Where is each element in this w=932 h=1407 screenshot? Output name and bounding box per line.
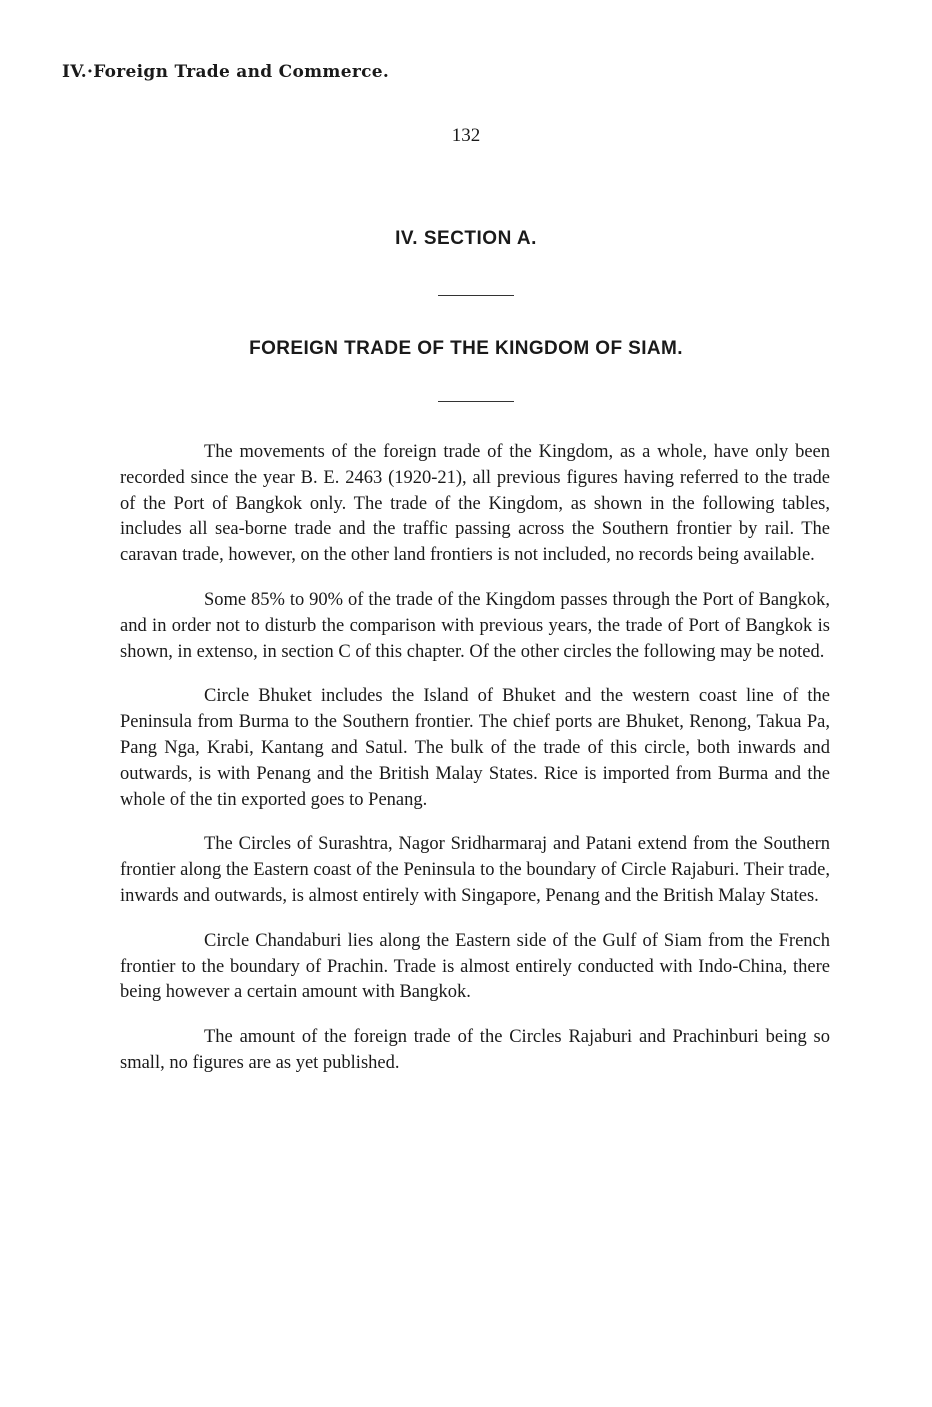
heading-divider-top <box>438 295 514 296</box>
paragraph-circle-chandaburi: Circle Chandaburi lies along the Eastern side of the Gulf of Siam from the French frontier to the boundary of Prachin. Trade is almost entirely conducted with Indo-China, there being however a certain amount with Bangkok. <box>120 930 830 1003</box>
running-head: IV.·Foreign Trade and Commerce. <box>62 62 390 82</box>
page-number: 132 <box>451 125 481 146</box>
body-text <box>120 440 830 1096</box>
heading-divider-bottom <box>438 401 514 402</box>
paragraph-circle-bhuket: Circle Bhuket includes the Island of Bhuket and the western coast line of the Peninsula from Burma to the Southern frontier. The chief ports are Bhuket, Renong, Takua Pa, Pang Nga, Krabi, Kantang and Satul. The bulk of the trade of this circle, both inwards and outwards, is with Penang and the British Malay States. Rice is imported from Burma and the whole of the tin exported goes to Penang. <box>120 686 830 810</box>
paragraph-small-circles: The amount of the foreign trade of the Circles Rajaburi and Prachinburi being so small, no figures are as yet published. <box>120 1027 830 1073</box>
document-title: FOREIGN TRADE OF THE KINGDOM OF SIAM. <box>249 338 683 359</box>
section-heading: IV. SECTION A. <box>395 228 537 249</box>
paragraph-port-bangkok: Some 85% to 90% of the trade of the Kingdom passes through the Port of Bangkok, and in order not to disturb the comparison with previous years, the trade of Port of Bangkok is shown, in extenso, in section C of this chapter. Of the other circles the following may be noted. <box>120 589 830 662</box>
paragraph-trade-records: The movements of the foreign trade of the Kingdom, as a whole, have only been recorded since the year B. E. 2463 (1920-21), all previous figures having referred to the trade of the Port of Bangkok only. The trade of the Kingdom, as shown in the following tables, includes all sea-borne trade and the traffic passing across the Southern frontier by rail. The caravan trade, however, on the other land frontiers is not included, no records being available. <box>120 442 830 566</box>
paragraph-eastern-circles: The Circles of Surashtra, Nagor Sridharmaraj and Patani extend from the Southern frontier along the Eastern coast of the Peninsula to the boundary of Circle Rajaburi. Their trade, inwards and outwards, is almost entirely with Singapore, Penang and the British Malay States. <box>120 834 830 906</box>
